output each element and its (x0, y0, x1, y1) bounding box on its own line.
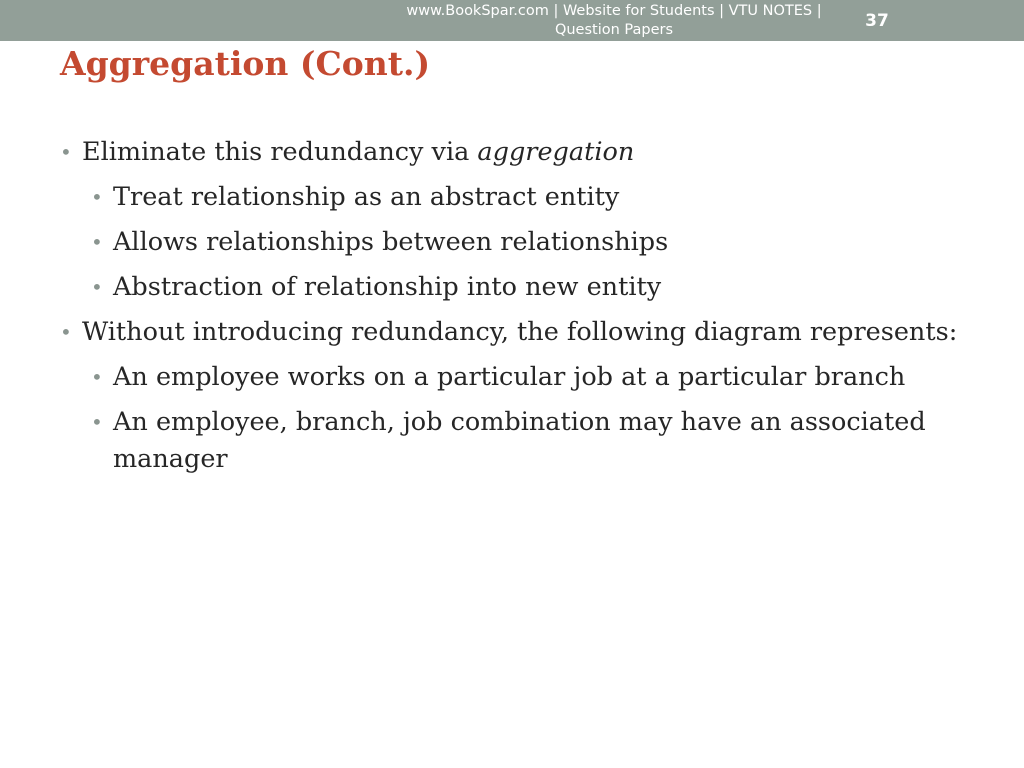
bullet-list (60, 134, 960, 478)
bullet-text: Without introducing redundancy, the following diagram represents: (82, 317, 958, 347)
sub-bullet-item (60, 359, 960, 396)
sub-bullet-text: Abstraction of relationship into new entity (113, 272, 662, 302)
bullet-item (60, 134, 960, 171)
footer-text: www.BookSpar.com | Website for Students | VTU NOTES | Question Papers (406, 3, 822, 38)
bullet-icon: • (91, 275, 103, 299)
bullet-icon: • (91, 365, 103, 389)
bullet-text: Eliminate this redundancy via (82, 137, 478, 167)
sub-bullet-item (60, 404, 960, 478)
sub-bullet-text: An employee, branch, job combination may have an associated manager (113, 407, 926, 474)
sub-bullet-text: Treat relationship as an abstract entity (113, 182, 620, 212)
emphasis-text: aggregation (477, 137, 635, 167)
sub-bullet-text: An employee works on a particular job at a particular branch (113, 362, 906, 392)
bullet-icon: • (60, 320, 72, 344)
header-band (0, 0, 1024, 41)
bullet-icon: • (91, 230, 103, 254)
bullet-icon: • (60, 140, 72, 164)
bullet-item (60, 314, 960, 351)
sub-bullet-item (60, 269, 960, 306)
bullet-icon: • (91, 185, 103, 209)
bullet-icon: • (91, 410, 103, 434)
sub-bullet-text: Allows relationships between relationships (113, 227, 669, 257)
slide-number: 37 (865, 11, 889, 31)
slide-content (60, 134, 960, 486)
slide-title: Aggregation (Cont.) (60, 44, 431, 83)
sub-bullet-item (60, 224, 960, 261)
sub-bullet-item (60, 179, 960, 216)
